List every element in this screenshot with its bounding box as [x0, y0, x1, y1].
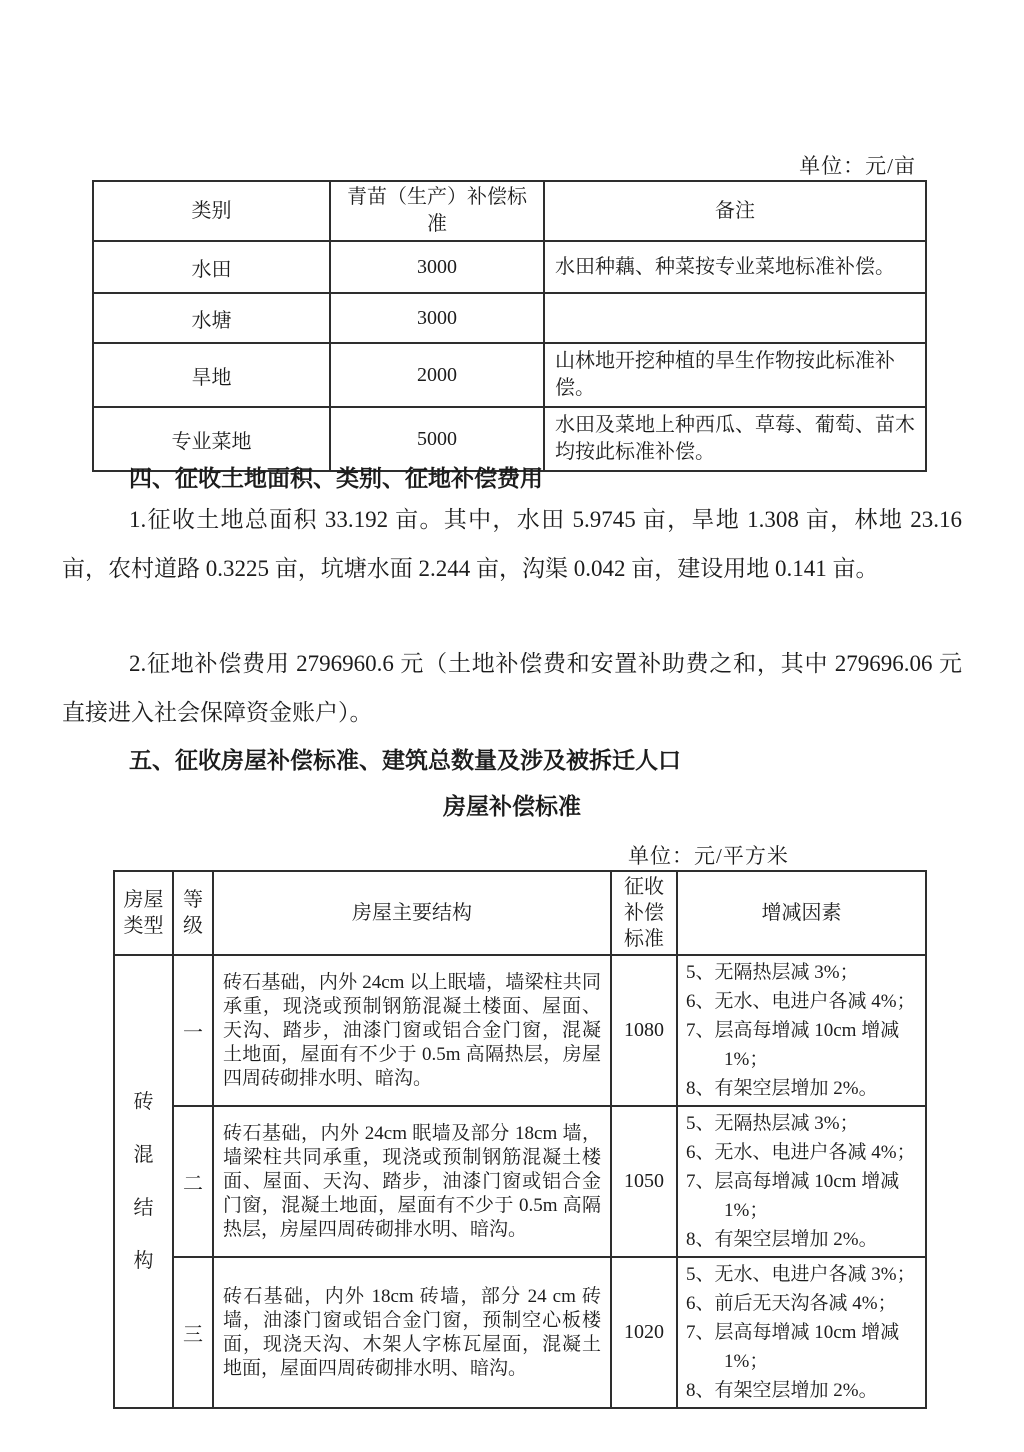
- table-row: [93, 241, 926, 293]
- factor-line: 6、无水、电进户各减 4%；: [686, 991, 916, 1012]
- crop-standard: 3000: [330, 241, 544, 293]
- table-row: [114, 1106, 926, 1257]
- factor-line: 6、前后无天沟各减 4%；: [686, 1293, 897, 1314]
- factor-line: 5、无隔热层减 3%；: [686, 1113, 859, 1134]
- factor-line: 8、有架空层增加 2%。: [686, 1380, 878, 1401]
- crop-compensation-table: [92, 180, 927, 472]
- factor-line: 8、有架空层增加 2%。: [686, 1078, 878, 1099]
- crop-note: 水田及菜地上种西瓜、草莓、葡萄、苗木均按此标准补偿。: [544, 407, 926, 471]
- house-standard-subheading: 房屋补偿标准: [443, 793, 581, 819]
- standard-cell: 1050: [611, 1106, 677, 1257]
- crop-standard: 5000: [330, 407, 544, 471]
- crop-note: 水田种藕、种菜按专业菜地标准补偿。: [544, 241, 926, 293]
- house-type-vertical-label: 砖混结构: [133, 1090, 154, 1272]
- structure-cell: 砖石基础，内外 24cm 眠墙及部分 18cm 墙，墙梁柱共同承重，现浇或预制钢筋混凝土楼面、屋面、天沟、踏步，油漆门窗或铝合金门窗，混凝土地面，屋面有不少于 0.5m 高隔热层，房屋四周砖砌排水明、暗沟。: [213, 1106, 611, 1257]
- table-row: [93, 293, 926, 343]
- standard-cell: 1080: [611, 955, 677, 1106]
- crop-header-standard: 青苗（生产）补偿标准: [330, 181, 544, 241]
- house-header-standard: 征收补偿标准: [611, 871, 677, 955]
- factor-line: 8、有架空层增加 2%。: [686, 1229, 878, 1250]
- house-header-type: 房屋类型: [114, 871, 173, 955]
- factor-line: 5、无水、电进户各减 3%；: [686, 1264, 916, 1285]
- structure-cell: 砖石基础，内外 24cm 以上眠墙，墙梁柱共同承重，现浇或预制钢筋混凝土楼面、屋面、天沟、踏步，油漆门窗或铝合金门窗，混凝土地面，屋面有不少于 0.5m 高隔热层，房屋四周砖砌排水明、暗沟。: [213, 955, 611, 1106]
- crop-category: 旱地: [93, 343, 330, 407]
- table-row: [114, 955, 926, 1106]
- section-5-title: 五、征收房屋补偿标准、建筑总数量及涉及被拆迁人口: [129, 747, 681, 773]
- crop-standard: 2000: [330, 343, 544, 407]
- factor-line: 7、层高每增减 10cm 增减 1%；: [686, 1020, 900, 1070]
- factors-cell: [677, 955, 926, 1106]
- crop-header-note: 备注: [544, 181, 926, 241]
- house-header-structure: 房屋主要结构: [213, 871, 611, 955]
- house-compensation-table: [113, 870, 927, 1409]
- house-table-header-row: [114, 871, 926, 955]
- factor-line: 5、无隔热层减 3%；: [686, 962, 859, 983]
- grade-cell: 三: [173, 1257, 213, 1408]
- table-row: [93, 343, 926, 407]
- unit-label-yuan-per-sqm: 单位：元/平方米: [628, 844, 789, 868]
- factor-line: 7、层高每增减 10cm 增减 1%；: [686, 1171, 900, 1221]
- factor-line: 7、层高每增减 10cm 增减 1%；: [686, 1322, 900, 1372]
- crop-category: 水塘: [93, 293, 330, 343]
- factors-cell: [677, 1257, 926, 1408]
- section-4-title: 四、征收土地面积、类别、征地补偿费用: [129, 465, 543, 491]
- grade-cell: 二: [173, 1106, 213, 1257]
- house-header-factors: 增减因素: [677, 871, 926, 955]
- crop-note: 山林地开挖种植的旱生作物按此标准补偿。: [544, 343, 926, 407]
- grade-cell: 一: [173, 955, 213, 1106]
- crop-category: 水田: [93, 241, 330, 293]
- crop-standard: 3000: [330, 293, 544, 343]
- paragraph-land-area: 1.征收土地总面积 33.192 亩。其中，水田 5.9745 亩，旱地 1.308 亩，林地 23.16 亩，农村道路 0.3225 亩，坑塘水面 2.244 亩，沟渠 0.042 亩，建设用地 0.141 亩。: [62, 507, 962, 581]
- standard-cell: 1020: [611, 1257, 677, 1408]
- factor-line: 6、无水、电进户各减 4%；: [686, 1142, 916, 1163]
- table-row: [114, 1257, 926, 1408]
- factors-cell: [677, 1106, 926, 1257]
- crop-category: 专业菜地: [93, 407, 330, 471]
- house-type-cell: [114, 955, 173, 1408]
- house-header-grade: 等级: [173, 871, 213, 955]
- crop-header-category: 类别: [93, 181, 330, 241]
- unit-label-yuan-per-mu: 单位：元/亩: [799, 154, 916, 178]
- paragraph-compensation-fee: 2.征地补偿费用 2796960.6 元（土地补偿费和安置补助费之和，其中 279696.06 元直接进入社会保障资金账户）。: [62, 651, 962, 725]
- crop-table-header-row: [93, 181, 926, 241]
- structure-cell: 砖石基础，内外 18cm 砖墙，部分 24 cm 砖墙，油漆门窗或铝合金门窗，预制空心板楼面，现浇天沟、木架人字栋瓦屋面，混凝土地面，屋面四周砖砌排水明、暗沟。: [213, 1257, 611, 1408]
- crop-note: [544, 293, 926, 343]
